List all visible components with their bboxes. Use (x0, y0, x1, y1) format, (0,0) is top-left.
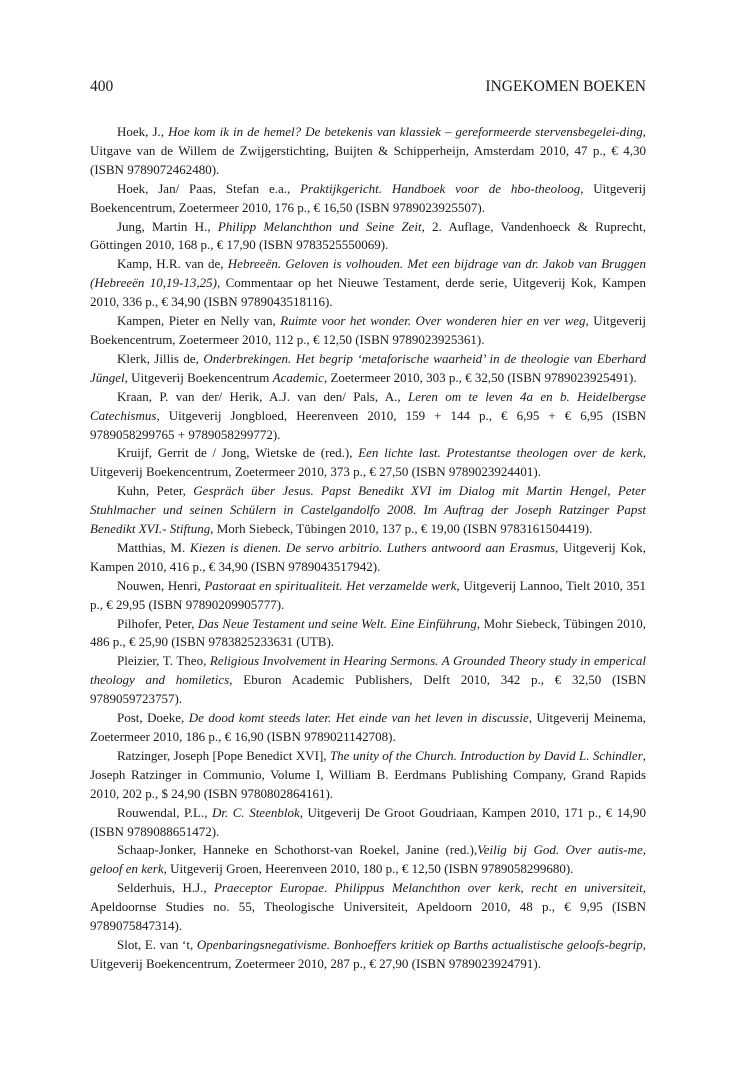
book-list (90, 123, 646, 974)
entry-title: The unity of the Church. Introduction by David L. Schindler (329, 747, 643, 763)
entry-text: Kamp, H.R. van de, (117, 256, 228, 272)
entry-title: Gespräch über Jesus. Papst Benedikt XVI im Dialog mit Martin Hengel, Peter Stuhlmacher und seinen Schülern in Castelgandolfo 2008. Im Auftrag der Joseph Ratzinger Papst Benedikt XVI.- Stiftung (90, 483, 646, 537)
entry-text: , Joseph Ratzinger in Communio, Volume I, William B. Eerdmans Publishing Company, Grand Rapids 2010, 202 p., $ 24,90 (ISBN 9780802864161). (90, 747, 647, 801)
book-entry (90, 539, 646, 577)
book-entry (90, 218, 646, 256)
entry-title: Onderbrekingen. Het begrip ‘metaforische waarheid’ in de theologie van Eberhard Jüngel (90, 350, 646, 385)
entry-title: Leren om te leven 4a en b. Heidelbergse Catechismus (90, 388, 646, 423)
entry-text: Matthias, M. (117, 539, 190, 555)
entry-text: Pleizier, T. Theo, (117, 653, 210, 669)
entry-title: Religious Involvement in Hearing Sermons. A Grounded Theory study in emperical theology and homiletics (90, 653, 646, 688)
entry-text: Klerk, Jillis de, (117, 350, 204, 366)
entry-text: , Uitgeverij Boekencentrum, Zoetermeer 2010, 373 p., € 27,50 (ISBN 9789023924401). (90, 445, 646, 480)
entry-text: Kraan, P. van der/ Herik, A.J. van den/ Pals, A., (117, 388, 409, 404)
book-entry (90, 936, 646, 974)
entry-text: , Uitgeverij De Groot Goudriaan, Kampen 2010, 171 p., € 14,90 (ISBN 9789088651472). (90, 804, 646, 839)
entry-text: , Uitgeverij Boekencentrum, Zoetermeer 2010, 112 p., € 12,50 (ISBN 9789023925361). (90, 313, 646, 347)
book-entry (90, 652, 646, 709)
entry-text: , Uitgave van de Willem de Zwijgerstichting, Buijten & Schipperheijn, Amsterdam 2010, 47 p., € 4,30 (ISBN 9789072462480). (90, 124, 646, 177)
entry-text: , Zoetermeer 2010, 303 p., € 32,50 (ISBN 9789023925491). (323, 369, 637, 385)
entry-text: Post, Doeke, (117, 710, 189, 726)
book-entry (90, 841, 646, 879)
page-number: 400 (90, 78, 114, 95)
book-entry (90, 482, 646, 539)
entry-title: Philipp Melanchthon und Seine Zeit (217, 218, 422, 234)
book-entry (90, 312, 646, 350)
running-title: INGEKOMEN BOEKEN (485, 78, 646, 95)
entry-title: Praeceptor Europae. Philippus Melanchthon over kerk, recht en universiteit, (213, 880, 646, 896)
entry-text: Hoek, Jan/ Paas, Stefan e.a., (117, 180, 301, 196)
entry-title: Veilig bij God. Over autis-me, geloof en kerk (90, 842, 646, 877)
entry-text: Nouwen, Henri, (117, 577, 205, 593)
book-entry (90, 255, 646, 312)
entry-text: , Uitgeverij Boekencentrum, Zoetermeer 2010, 287 p., € 27,90 (ISBN 9789023924791). (90, 936, 646, 971)
entry-text: , Morh Siebeck, Tübingen 2010, 137 p., € 19,00 (ISBN 9783161504419). (210, 521, 593, 537)
book-entry (90, 577, 646, 615)
entry-text: , Mohr Siebeck, Tübingen 2010, 486 p., € 25,90 (ISBN 9783825233631 (UTB). (90, 615, 646, 650)
entry-text: , Uitgeverij Boekencentrum (124, 369, 273, 385)
entry-title: Academic (272, 369, 324, 385)
entry-title: Ruimte voor het wonder. Over wonderen hier en ver weg (280, 313, 586, 329)
entry-title: Kiezen is dienen. De servo arbitrio. Luthers antwoord aan Erasmus (189, 539, 556, 555)
entry-title: Das Neue Testament und seine Welt. Eine Einführung (197, 615, 477, 631)
entry-text: Kruijf, Gerrit de / Jong, Wietske de (red.), (117, 445, 359, 461)
book-entry (90, 615, 646, 653)
entry-text: Apeldoornse Studies no. 55, Theologische Universiteit, Apeldoorn 2010, 48 p., € 9,95 (ISBN 9789075847314). (90, 899, 646, 934)
entry-text: , Uitgeverij Jongbloed, Heerenveen 2010, 159 + 144 p., € 6,95 + € 6,95 (ISBN 9789058299765 + 9789058299772). (90, 407, 646, 442)
running-header (90, 77, 646, 97)
book-entry (90, 350, 646, 388)
entry-text: Schaap-Jonker, Hanneke en Schothorst-van Roekel, Janine (red.), (117, 842, 478, 858)
entry-text: Slot, E. van ‘t, (117, 936, 197, 952)
entry-text: , Uitgeverij Kok, Kampen 2010, 416 p., € 34,90 (ISBN 9789043517942). (90, 539, 646, 574)
entry-title: Een lichte last. Protestantse theologen over de kerk (358, 445, 643, 461)
entry-text: , Eburon Academic Publishers, Delft 2010, 342 p., € 32,50 (ISBN 9789059723757). (90, 672, 647, 707)
entry-title: De dood komt steeds later. Het einde van het leven in discussie, (188, 710, 532, 726)
book-entry (90, 388, 646, 445)
book-entry (90, 180, 646, 218)
entry-text: , Commentaar op het Nieuwe Testament, derde serie, Uitgeverij Kok, Kampen 2010, 336 p., € 34,90 (ISBN 9789043518116). (90, 275, 646, 310)
entry-text: Hoek, J., (117, 124, 169, 139)
entry-text: Kuhn, Peter, (117, 483, 194, 499)
entry-text: , Uitgeverij Lannoo, Tielt 2010, 351 p., € 29,95 (ISBN 97890209905777). (90, 577, 646, 612)
entry-title: Praktijkgericht. Handboek voor de hbo-theoloog (300, 180, 581, 196)
entry-text: , Uitgeverij Boekencentrum, Zoetermeer 2010, 176 p., € 16,50 (ISBN 9789023925507). (90, 180, 646, 215)
book-entry (90, 123, 646, 180)
entry-text: Kampen, Pieter en Nelly van, (117, 313, 281, 329)
entry-text: Selderhuis, H.J., (117, 880, 214, 896)
entry-title: Dr. C. Steenblok (211, 804, 300, 820)
entry-title: Hebreeën. Geloven is volhouden. Met een bijdrage van dr. Jakob van Bruggen (Hebreeën 10,19-13,25) (90, 256, 647, 291)
book-entry (90, 444, 646, 482)
book-entry (90, 709, 646, 747)
entry-text: Ratzinger, Joseph [Pope Benedict XVI], (117, 747, 330, 763)
entry-title: Hoe kom ik in de hemel? De betekenis van klassiek – gereformeerde stervensbegelei-ding (168, 124, 643, 139)
entry-text: , Uitgeverij Groen, Heerenveen 2010, 180 p., € 12,50 (ISBN 9789058299680). (163, 861, 574, 877)
entry-text: , 2. Auflage, Vandenhoeck & Ruprecht, Göttingen 2010, 168 p., € 17,90 (ISBN 9783525550069). (90, 218, 646, 253)
entry-text: Rouwendal, P.L., (117, 804, 212, 820)
entry-title: Openbaringsnegativisme. Bonhoeffers kritiek op Barths actualistische geloofs-begrip (196, 936, 643, 952)
entry-text: Pilhofer, Peter, (117, 615, 198, 631)
entry-text: Uitgeverij Meinema, Zoetermeer 2010, 186 p., € 16,90 (ISBN 9789021142708). (90, 710, 646, 744)
entry-text: Jung, Martin H., (117, 218, 218, 234)
book-entry (90, 804, 646, 842)
book-entry (90, 747, 646, 804)
entry-title: Pastoraat en spiritualiteit. Het verzamelde werk (204, 577, 457, 593)
book-entry (90, 879, 646, 936)
